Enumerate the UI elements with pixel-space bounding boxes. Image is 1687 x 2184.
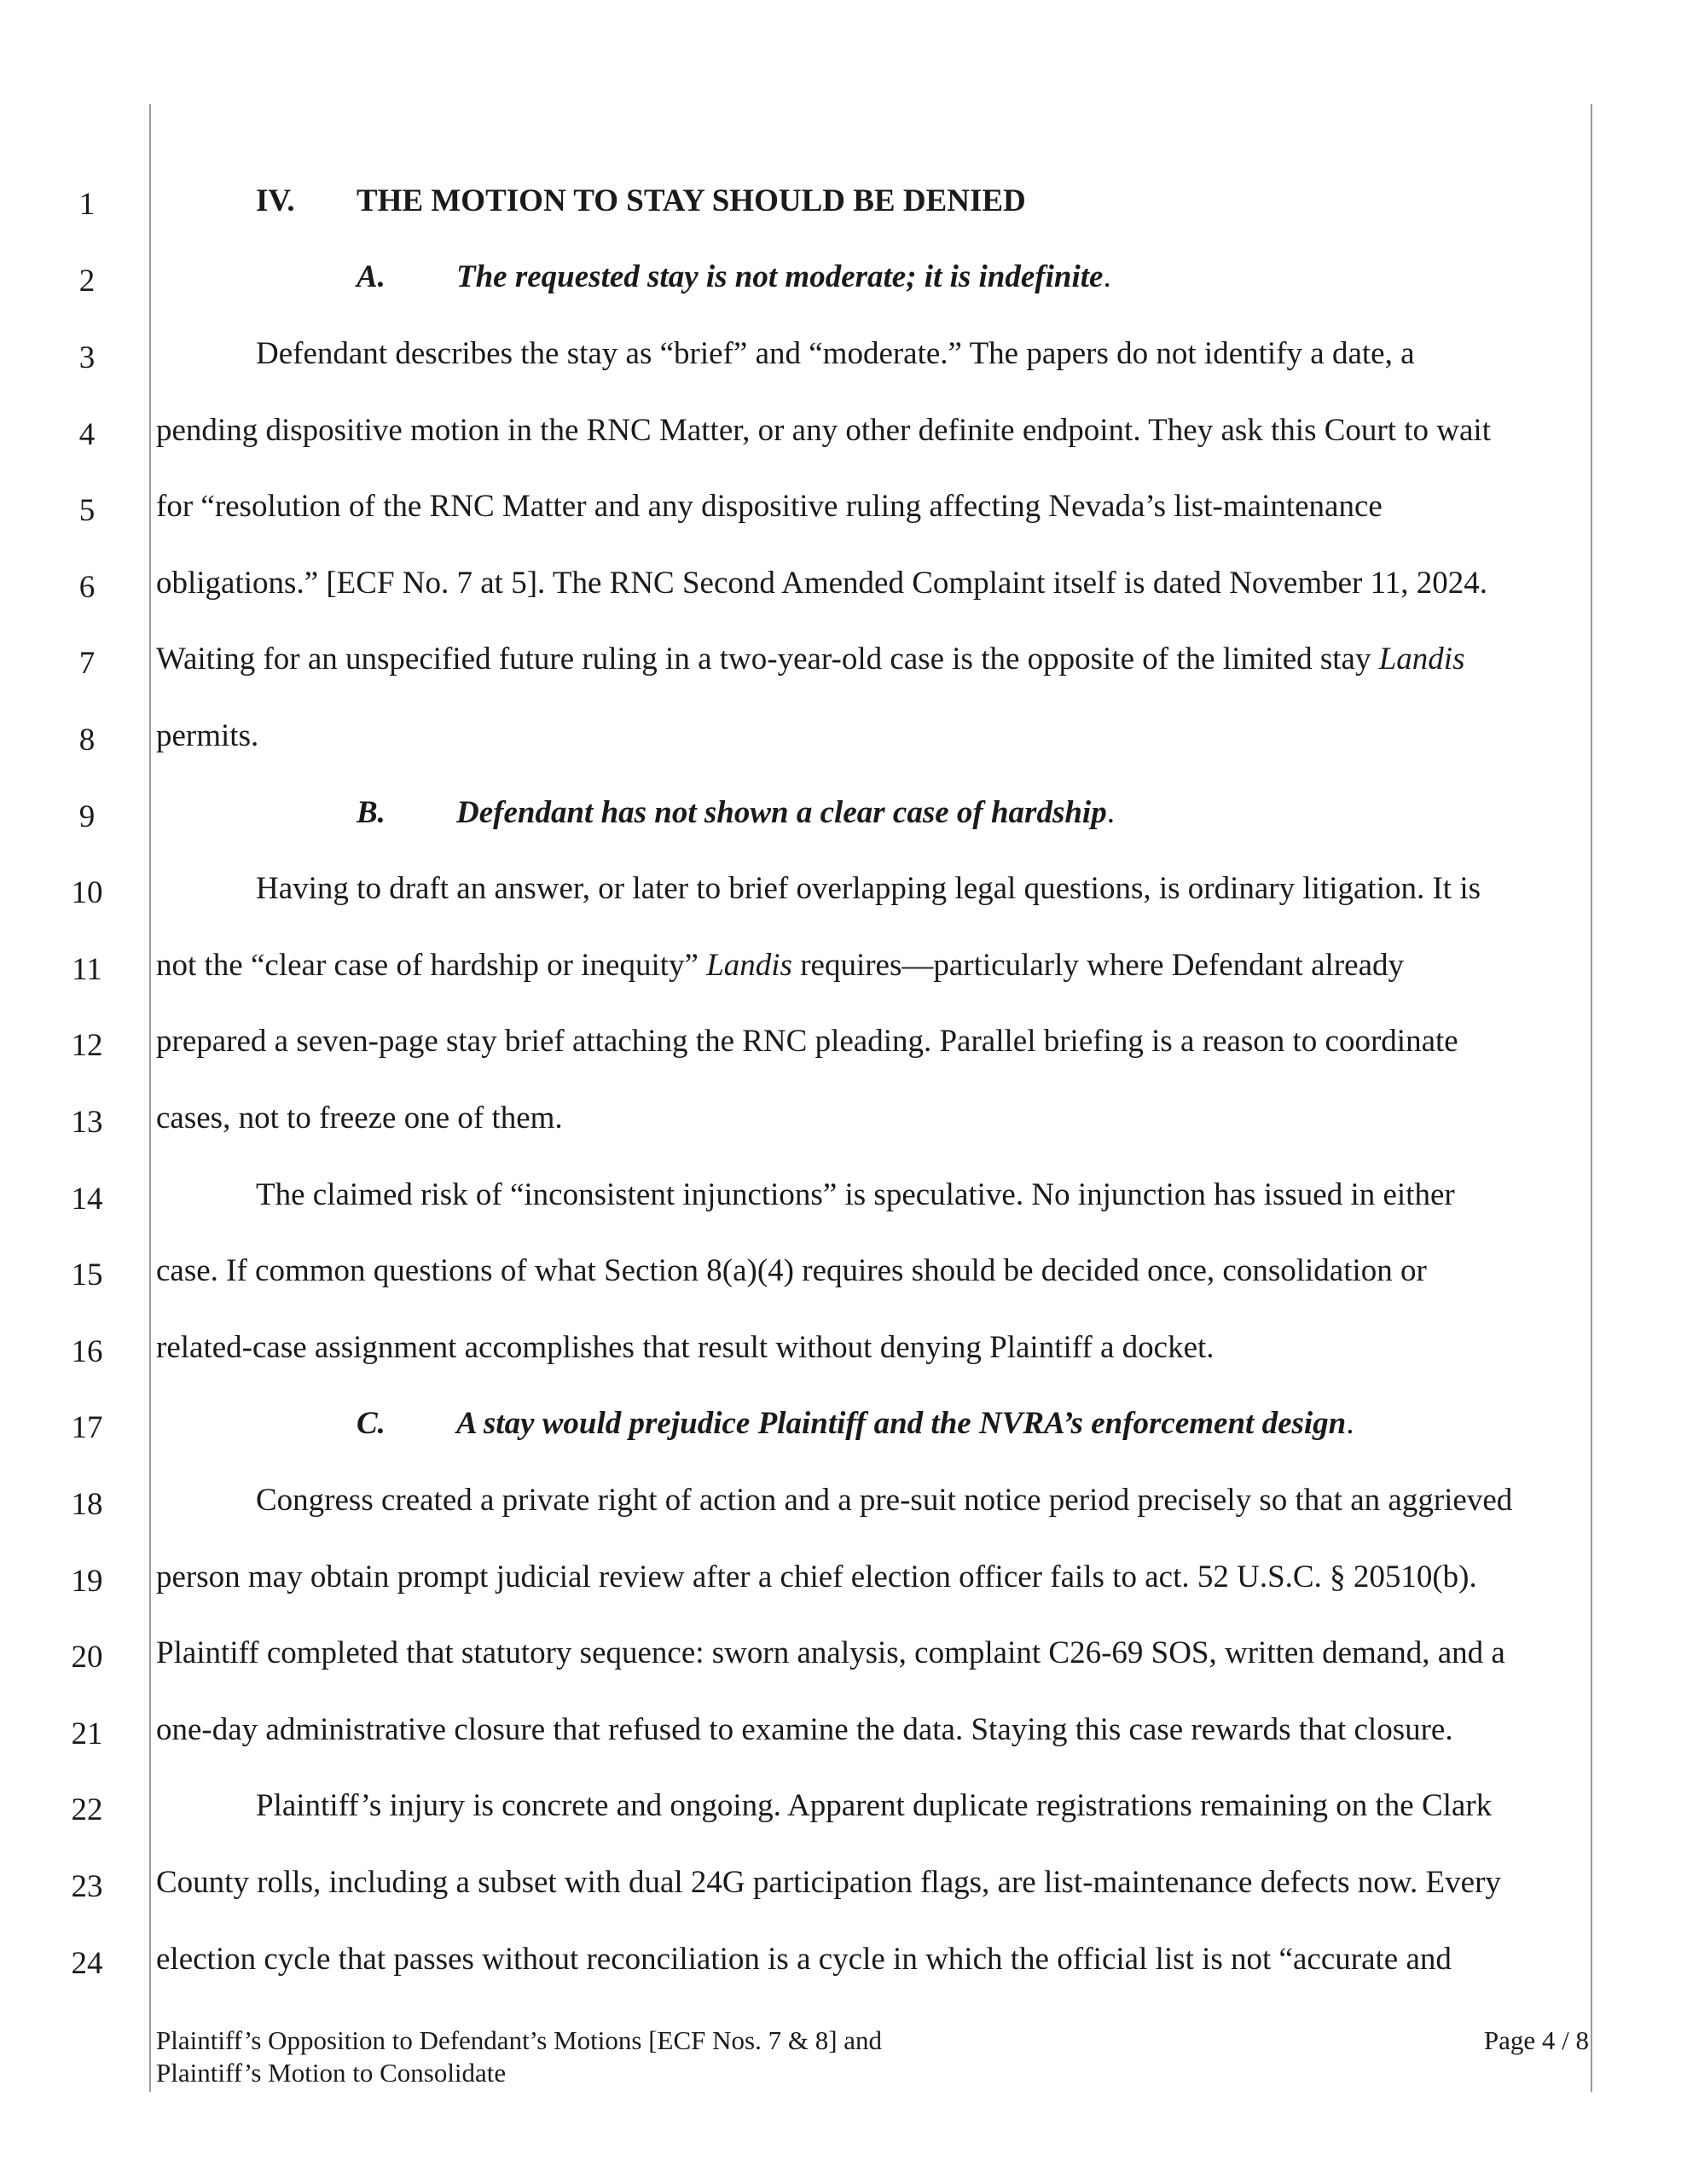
page-number: Page 4 / 8	[1483, 2025, 1589, 2055]
subheading-a-title: The requested stay is not moderate; it is indefinite	[456, 259, 1104, 294]
line-number: 16	[71, 1334, 103, 1369]
text-line: cases, not to freeze one of them.	[156, 1101, 563, 1136]
text-line: County rolls, including a subset with dual 24G participation flags, are list-maintenance defects now. Every	[156, 1865, 1501, 1900]
text-line: one-day administrative closure that refused to examine the data. Staying this case rewards that closure.	[156, 1712, 1453, 1747]
case-name-italic: Landis	[1378, 642, 1465, 677]
text-line: Plaintiff’s injury is concrete and ongoing. Apparent duplicate registrations remaining on the Clark	[256, 1788, 1493, 1823]
line-number: 10	[71, 875, 103, 910]
line-number: 7	[78, 646, 96, 681]
text-line: The claimed risk of “inconsistent injunctions” is speculative. No injunction has issued in either	[256, 1177, 1455, 1212]
left-margin-rule	[149, 104, 151, 2092]
text-line: Congress created a private right of action and a pre-suit notice period precisely so that an aggrieved	[256, 1483, 1513, 1518]
subheading-a-period: .	[1103, 259, 1111, 294]
line-number: 21	[71, 1716, 103, 1751]
subheading-b	[456, 794, 1115, 832]
subheading-c	[456, 1405, 1354, 1443]
page-footer	[156, 2024, 882, 2089]
text-line: person may obtain prompt judicial review after a chief election officer fails to act. 52 U.S.C. § 20510(b).	[156, 1560, 1477, 1594]
line-number: 22	[71, 1792, 103, 1827]
text-line: Having to draft an answer, or later to brief overlapping legal questions, is ordinary litigation. It is	[256, 871, 1481, 906]
section-heading	[256, 183, 295, 220]
text-line: for “resolution of the RNC Matter and any dispositive ruling affecting Nevada’s list-maintenance	[156, 489, 1383, 524]
subheading-b-period: .	[1106, 795, 1115, 830]
line-number: 8	[78, 723, 96, 758]
text-line: obligations.” [ECF No. 7 at 5]. The RNC Second Amended Complaint itself is dated November 11, 2024.	[156, 566, 1487, 601]
line-number: 1	[78, 187, 96, 222]
subheading-c-letter: C.	[357, 1406, 386, 1441]
text-line: Plaintiff completed that statutory sequence: sworn analysis, complaint C26-69 SOS, written demand, and a	[156, 1635, 1505, 1670]
line-number: 15	[71, 1258, 103, 1292]
text-span: requires—particularly where Defendant already	[791, 948, 1404, 983]
line-number: 6	[78, 570, 96, 605]
subheading-b-title: Defendant has not shown a clear case of hardship	[456, 795, 1107, 830]
line-number: 19	[71, 1564, 103, 1599]
subheading-a-letter: A.	[357, 259, 386, 294]
footer-title-line2: Plaintiff’s Motion to Consolidate	[156, 2058, 507, 2088]
text-line: permits.	[156, 718, 259, 753]
subheading-c-title: A stay would prejudice Plaintiff and the NVRA’s enforcement design	[456, 1406, 1347, 1441]
line-number: 3	[78, 340, 96, 375]
footer-title-line1: Plaintiff’s Opposition to Defendant’s Motions [ECF Nos. 7 & 8] and	[156, 2025, 883, 2055]
text-span: Waiting for an unspecified future ruling in a two-year-old case is the opposite of the limited stay	[156, 642, 1379, 677]
subheading-a	[456, 258, 1111, 296]
text-line: prepared a seven-page stay brief attaching the RNC pleading. Parallel briefing is a reason to coordinate	[156, 1024, 1458, 1059]
line-number: 13	[71, 1105, 103, 1140]
line-number: 17	[71, 1410, 103, 1445]
right-margin-rule	[1591, 104, 1592, 2092]
line-number: 2	[78, 264, 96, 299]
section-number: IV.	[256, 183, 295, 218]
line-number: 5	[78, 493, 96, 528]
section-title: THE MOTION TO STAY SHOULD BE DENIED	[357, 183, 1026, 218]
line-number: 9	[78, 799, 96, 834]
subheading-c-period: .	[1346, 1406, 1354, 1441]
line-number: 14	[71, 1182, 103, 1217]
case-name-italic: Landis	[706, 948, 792, 983]
line-number: 11	[72, 952, 102, 987]
text-line: election cycle that passes without reconciliation is a cycle in which the official list is not “accurate and	[156, 1942, 1452, 1977]
line-number: 23	[71, 1869, 103, 1904]
subheading-b-letter: B.	[357, 795, 386, 830]
line-number: 18	[71, 1487, 103, 1522]
text-line: related-case assignment accomplishes that result without denying Plaintiff a docket.	[156, 1330, 1215, 1365]
line-number: 4	[78, 417, 96, 452]
text-line	[156, 947, 1404, 985]
text-line: case. If common questions of what Section 8(a)(4) requires should be decided once, consolidation or	[156, 1253, 1427, 1288]
text-span: not the “clear case of hardship or inequity”	[156, 948, 707, 983]
text-line: Defendant describes the stay as “brief” and “moderate.” The papers do not identify a date, a	[256, 336, 1415, 371]
line-number: 20	[71, 1640, 103, 1675]
text-line: pending dispositive motion in the RNC Matter, or any other definite endpoint. They ask this Court to wait	[156, 413, 1491, 448]
line-number: 24	[71, 1946, 103, 1981]
line-number: 12	[71, 1028, 103, 1063]
text-line	[156, 641, 1465, 678]
